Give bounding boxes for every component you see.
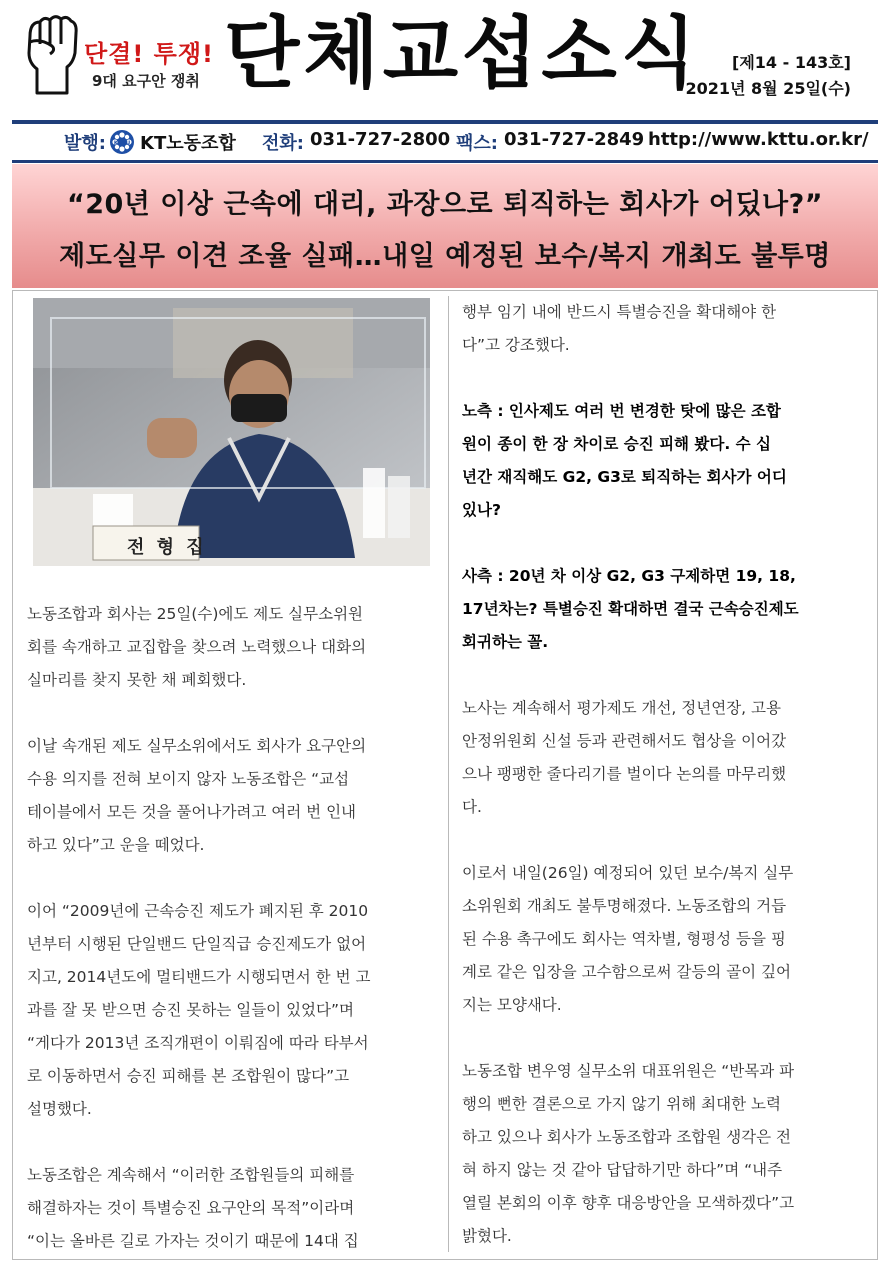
- left-line: 테이블에서 모든 것을 풀어나가려고 여러 번 인내: [27, 803, 357, 821]
- left-line: “게다가 2013년 조직개편이 이뤄짐에 따라 타부서: [27, 1034, 369, 1052]
- union-statement-line: 년간 재직해도 G2, G3로 퇴직하는 회사가 어디: [462, 468, 787, 486]
- left-line: 수용 의지를 전혀 보이지 않자 노동조합은 “교섭: [27, 770, 350, 788]
- right-line: 노사는 계속해서 평가제도 개선, 정년연장, 고용: [462, 699, 781, 717]
- paragraph-gap: [27, 1126, 437, 1159]
- company-statement-line: 17년차는? 특별승진 확대하면 결국 근속승진제도: [462, 600, 799, 618]
- right-line: 다.: [462, 798, 482, 816]
- paragraph-gap: [27, 697, 437, 730]
- left-line: 지고, 2014년도에 멀티밴드가 시행되면서 한 번 고: [27, 968, 371, 986]
- right-line: 열릴 본회의 이후 향후 대응방안을 모색하겠다”고: [462, 1194, 795, 1212]
- left-line: “이는 올바른 길로 가자는 것이기 때문에 14대 집: [27, 1232, 359, 1250]
- publisher-label: 발행:: [64, 133, 106, 154]
- right-line: 계로 같은 입장을 고수함으로써 갈등의 골이 깊어: [462, 963, 792, 981]
- left-line: 노동조합은 계속해서 “이러한 조합원들의 피해를: [27, 1166, 355, 1184]
- left-line: 해결하자는 것이 특별승진 요구안의 목적”이라며: [27, 1199, 355, 1217]
- left-article-column: [27, 598, 437, 1258]
- publisher-info-bar: [12, 127, 878, 157]
- phone-label: 전화:: [262, 133, 304, 154]
- right-line: 안정위원회 신설 등과 관련해서도 협상을 이어갔: [462, 732, 787, 750]
- newsletter-title: 단체교섭소식: [224, 9, 701, 99]
- issue-number: [제14 - 143호]: [732, 53, 851, 72]
- slogan-line2: 9대 요구안 쟁취: [92, 72, 200, 90]
- company-statement-line: 회귀하는 꼴.: [462, 633, 549, 651]
- right-line: 하고 있으나 회사가 노동조합과 조합원 생각은 전: [462, 1128, 792, 1146]
- headline-sub: 제도실무 이견 조율 실패…내일 예정된 보수/복지 개최도 불투명: [59, 241, 831, 272]
- issue-date: 2021년 8월 25일(수): [685, 79, 851, 98]
- left-line: 하고 있다”고 운을 떼었다.: [27, 836, 205, 854]
- header-rule-bottom: [12, 160, 878, 163]
- headline-band: [12, 164, 878, 288]
- right-line: 노동조합 변우영 실무소위 대표위원은 “반목과 파: [462, 1062, 795, 1080]
- right-line: 밝혔다.: [462, 1227, 512, 1245]
- right-line: 혀 하지 않는 것 같아 답답하기만 하다”며 “내주: [462, 1161, 783, 1179]
- right-line: 이로서 내일(26일) 예정되어 있던 보수/복지 실무: [462, 864, 794, 882]
- header-rule: [12, 120, 878, 124]
- left-line: 로 이동하면서 승진 피해를 본 조합원이 많다”고: [27, 1067, 350, 1085]
- paragraph-gap: [462, 527, 864, 560]
- left-line: 과를 잘 못 받으면 승진 못하는 일들이 있었다”며: [27, 1001, 355, 1019]
- right-line: 된 수용 촉구에도 회사는 역차별, 형평성 등을 핑: [462, 930, 786, 948]
- right-line: 다”고 강조했다.: [462, 336, 570, 354]
- left-line: 실마리를 찾지 못한 채 폐회했다.: [27, 671, 247, 689]
- raised-fist-icon: [22, 14, 80, 98]
- paragraph-gap: [462, 824, 864, 857]
- paragraph-gap: [462, 659, 864, 692]
- paragraph-gap: [462, 362, 864, 395]
- phone-number: 031-727-2800: [310, 129, 451, 150]
- headline-main: “20년 이상 근속에 대리, 과장으로 퇴직하는 회사가 어딨나?”: [66, 189, 824, 220]
- left-line: 년부터 시행된 단일밴드 단일직급 승진제도가 없어: [27, 935, 367, 953]
- left-line: 회를 속개하고 교집합을 찾으려 노력했으나 대화의: [27, 638, 367, 656]
- paragraph-gap: [462, 1022, 864, 1055]
- right-article-column: [462, 296, 864, 1253]
- right-line: 으나 팽팽한 줄다리기를 벌이다 논의를 마무리했: [462, 765, 787, 783]
- left-line: 이날 속개된 제도 실무소위에서도 회사가 요구안의: [27, 737, 367, 755]
- company-statement-line: 사측 : 20년 차 이상 G2, G3 구제하면 19, 18,: [462, 567, 796, 585]
- left-line: 설명했다.: [27, 1100, 92, 1118]
- left-line: 노동조합과 회사는 25일(수)에도 제도 실무소위원: [27, 605, 364, 623]
- kttu-flower-badge-icon: [110, 130, 134, 154]
- union-logo: [22, 14, 222, 104]
- union-statement-line: 원이 종이 한 장 차이로 승진 피해 봤다. 수 십: [462, 435, 771, 453]
- union-statement-line: 노측 : 인사제도 여러 번 변경한 탓에 많은 조합: [462, 402, 781, 420]
- fax-label: 팩스:: [456, 133, 498, 154]
- fax-number: 031-727-2849: [504, 129, 645, 150]
- paragraph-gap: [27, 862, 437, 895]
- slogan-line1: 단결! 투쟁!: [84, 40, 214, 68]
- article-photo: [33, 298, 430, 566]
- union-statement-line: 있나?: [462, 501, 501, 519]
- right-line: 행의 뻔한 결론으로 가지 않기 위해 최대한 노력: [462, 1095, 781, 1113]
- right-line: 소위원회 개최도 불투명해졌다. 노동조합의 거듭: [462, 897, 787, 915]
- publisher-name: KT노동조합: [140, 133, 236, 154]
- website-link[interactable]: http://www.kttu.or.kr/: [648, 129, 869, 150]
- right-line: 행부 임기 내에 반드시 특별승진을 확대해야 한: [462, 303, 777, 321]
- right-line: 지는 모양새다.: [462, 996, 562, 1014]
- column-divider: [448, 296, 449, 1252]
- left-line: 이어 “2009년에 근속승진 제도가 폐지된 후 2010: [27, 902, 369, 920]
- badge-text: KTTU: [113, 140, 131, 147]
- nameplate: 전 형 집: [127, 537, 207, 558]
